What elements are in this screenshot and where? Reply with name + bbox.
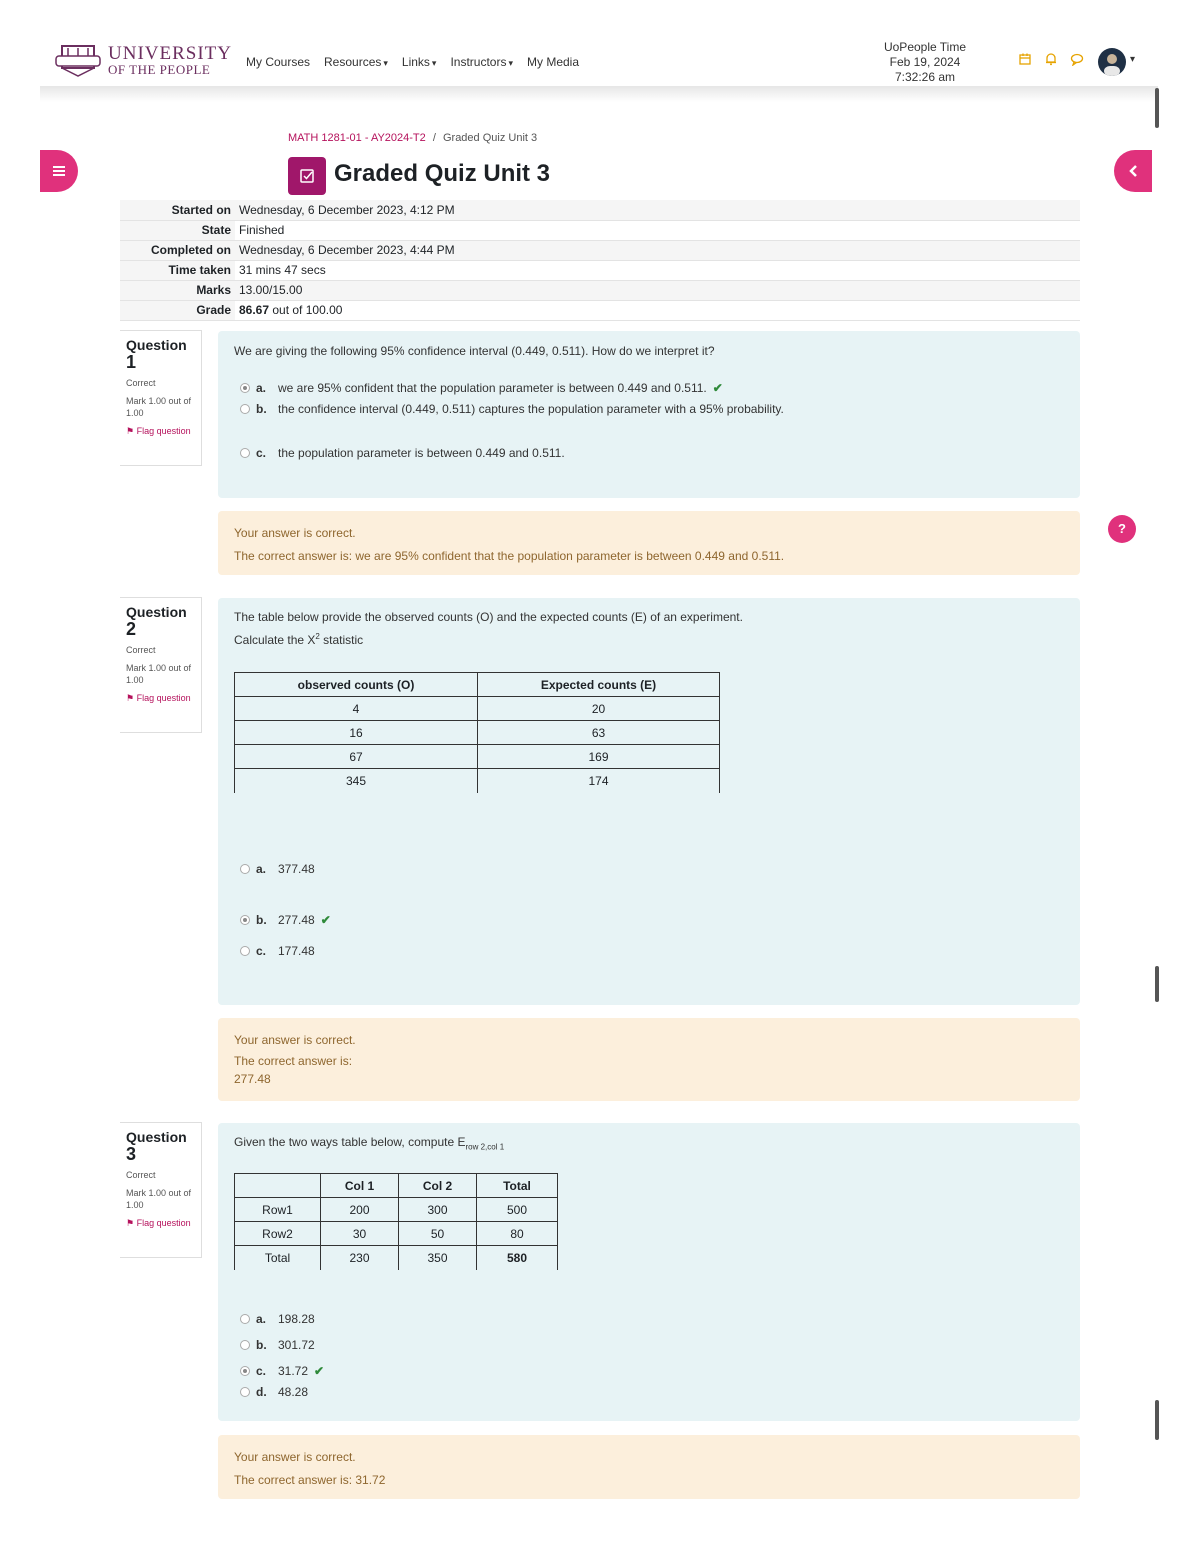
- option-text: 277.48: [278, 913, 315, 927]
- table-row: [235, 1198, 558, 1222]
- flag-icon: ⚑: [126, 693, 137, 703]
- question-mark: Mark 1.00 out of 1.00: [126, 396, 192, 418]
- superscript: 2: [315, 632, 320, 641]
- checkmark-icon: ✔: [712, 381, 723, 395]
- radio-button[interactable]: [240, 1366, 250, 1376]
- clock-time: 7:32:26 am: [894, 70, 956, 84]
- table-header: [235, 1174, 321, 1198]
- table-cell: 30: [321, 1222, 399, 1246]
- radio-button[interactable]: [240, 404, 250, 414]
- summary-row: [120, 200, 1080, 220]
- list-icon: [40, 150, 78, 192]
- flag-question-link[interactable]: [126, 692, 195, 705]
- option-letter: c.: [256, 1364, 267, 1378]
- site-logo[interactable]: [54, 42, 232, 78]
- table-cell: 16: [235, 721, 478, 745]
- summary-key: Time taken: [120, 260, 235, 280]
- feedback-3: [218, 1435, 1080, 1499]
- table-row: [235, 1222, 558, 1246]
- breadcrumb: [288, 132, 537, 144]
- flag-icon: ⚑: [126, 426, 137, 436]
- question-text: The table below provide the observed counts (O) and the expected counts (E) of an experiment.: [234, 610, 743, 624]
- table-header-row: [235, 1174, 558, 1198]
- feedback-1: [218, 511, 1080, 575]
- question-number: 2: [126, 619, 137, 639]
- table-cell: 80: [477, 1222, 558, 1246]
- feedback-result: Your answer is correct.: [234, 1450, 356, 1464]
- option-text: the population parameter is between 0.449 and 0.511.: [278, 446, 565, 460]
- table-cell: 63: [478, 721, 720, 745]
- feedback-correct-answer: 277.48: [234, 1072, 271, 1086]
- feedback-result: Your answer is correct.: [234, 526, 356, 540]
- logo-line-2: OF THE PEOPLE: [108, 62, 211, 77]
- nav-label: My Courses: [246, 55, 311, 69]
- question-heading: Question: [126, 604, 187, 620]
- flag-question-link[interactable]: [126, 425, 195, 438]
- option-letter: b.: [256, 1338, 267, 1352]
- answer-option[interactable]: [240, 862, 315, 876]
- chevron-down-icon[interactable]: ▾: [1130, 54, 1136, 65]
- summary-key: Started on: [120, 200, 235, 220]
- table-header: Expected counts (E): [478, 673, 720, 697]
- radio-button[interactable]: [240, 383, 250, 393]
- summary-value: Wednesday, 6 December 2023, 4:44 PM: [235, 240, 1080, 260]
- nav-links[interactable]: [402, 55, 437, 69]
- radio-button[interactable]: [240, 1387, 250, 1397]
- help-button[interactable]: ?: [1108, 515, 1136, 543]
- feedback-correct-answer: The correct answer is: 31.72: [234, 1473, 386, 1487]
- summary-value: Finished: [235, 220, 1080, 240]
- question-info-1: [120, 330, 202, 466]
- clock-date: Feb 19, 2024: [889, 55, 961, 69]
- option-letter: c.: [256, 446, 267, 460]
- attempt-summary-table: [120, 200, 1080, 321]
- checkmark-icon: ✔: [320, 913, 331, 927]
- question-info-3: [120, 1122, 202, 1258]
- chevron-down-icon: ▾: [508, 58, 513, 68]
- answer-option[interactable]: [240, 1385, 308, 1399]
- top-navbar: [40, 36, 1158, 88]
- option-letter: b.: [256, 402, 267, 416]
- summary-value: 31 mins 47 secs: [235, 260, 1080, 280]
- summary-value: Wednesday, 6 December 2023, 4:12 PM: [235, 200, 1080, 220]
- table-cell: Row1: [235, 1198, 321, 1222]
- radio-button[interactable]: [240, 946, 250, 956]
- scrollbar-thumb[interactable]: [1155, 1400, 1159, 1440]
- table-header: Total: [477, 1174, 558, 1198]
- table-header: Col 1: [321, 1174, 399, 1198]
- block-drawer-toggle-button[interactable]: [1114, 150, 1152, 192]
- summary-value: 13.00/15.00: [235, 280, 1080, 300]
- table-cell: 50: [399, 1222, 477, 1246]
- feedback-2: [218, 1018, 1080, 1101]
- question-status: Correct: [126, 1170, 156, 1180]
- scrollbar-thumb[interactable]: [1155, 966, 1159, 1002]
- feedback-correct-answer: The correct answer is: we are 95% confident that the population parameter is between 0.449 and 0.511.: [234, 549, 785, 563]
- nav-instructors[interactable]: [450, 55, 513, 69]
- grade-out-of: out of 100.00: [269, 303, 343, 317]
- table-cell: 4: [235, 697, 478, 721]
- table-row: [235, 769, 720, 793]
- uopeople-clock: [860, 40, 990, 85]
- question-text-line-2: [234, 632, 363, 647]
- option-letter: a.: [256, 381, 267, 395]
- bell-icon[interactable]: [1044, 52, 1058, 66]
- table-header: Col 2: [399, 1174, 477, 1198]
- answer-option[interactable]: [240, 1364, 324, 1378]
- option-letter: b.: [256, 913, 267, 927]
- question-mark: Mark 1.00 out of 1.00: [126, 663, 192, 685]
- option-text: 48.28: [278, 1385, 309, 1399]
- question-text-prefix: Given the two ways table below, compute E: [234, 1135, 466, 1149]
- checkmark-icon: ✔: [314, 1364, 325, 1378]
- question-content-3: [218, 1123, 1080, 1421]
- chevron-down-icon: ▾: [383, 58, 388, 68]
- clock-label: UoPeople Time: [883, 40, 967, 54]
- option-text: 177.48: [278, 944, 315, 958]
- nav-label: Instructors: [450, 55, 507, 69]
- chat-icon[interactable]: [1070, 52, 1084, 66]
- table-cell: 230: [321, 1246, 399, 1270]
- radio-button[interactable]: [240, 915, 250, 925]
- answer-option[interactable]: [240, 1338, 315, 1352]
- question-heading: Question: [126, 337, 187, 353]
- grade-value: 86.67: [239, 303, 270, 317]
- page-title: Graded Quiz Unit 3: [334, 160, 551, 187]
- nav-my-media[interactable]: [527, 55, 579, 69]
- table-cell: 200: [321, 1198, 399, 1222]
- radio-button[interactable]: [240, 1314, 250, 1324]
- flag-label: Flag question: [136, 1218, 191, 1228]
- radio-button[interactable]: [240, 864, 250, 874]
- breadcrumb-course-link[interactable]: MATH 1281-01 - AY2024-T2: [288, 132, 426, 144]
- question-content-2: [218, 598, 1080, 1005]
- answer-option[interactable]: [240, 944, 315, 958]
- question-number: 1: [126, 352, 137, 372]
- summary-value: [235, 300, 1080, 320]
- table-row: [235, 697, 720, 721]
- radio-button[interactable]: [240, 1340, 250, 1350]
- answer-option[interactable]: [240, 913, 331, 927]
- flag-icon: ⚑: [126, 1218, 137, 1228]
- table-row: [235, 1246, 558, 1270]
- summary-row: [120, 280, 1080, 300]
- table-cell: 345: [235, 769, 478, 793]
- question-heading: Question: [126, 1129, 187, 1145]
- table-header: observed counts (O): [235, 673, 478, 697]
- option-text: the confidence interval (0.449, 0.511) captures the population parameter with a 95% probability.: [278, 402, 784, 416]
- course-index-toggle-button[interactable]: [40, 150, 78, 192]
- main-nav: [246, 55, 579, 69]
- option-letter: a.: [256, 862, 267, 876]
- question-status: Correct: [126, 645, 156, 655]
- breadcrumb-separator: /: [432, 132, 436, 144]
- calendar-icon[interactable]: [1018, 52, 1032, 66]
- summary-key: State: [120, 220, 235, 240]
- nav-my-courses[interactable]: [246, 55, 310, 69]
- quiz-icon: [288, 157, 326, 195]
- radio-button[interactable]: [240, 448, 250, 458]
- answer-option[interactable]: [240, 381, 723, 395]
- option-text: 198.28: [278, 1312, 315, 1326]
- answer-option[interactable]: [240, 1312, 315, 1326]
- question-mark: Mark 1.00 out of 1.00: [126, 1188, 192, 1210]
- navbar-shadow: [40, 86, 1158, 102]
- summary-row: [120, 240, 1080, 260]
- breadcrumb-current: Graded Quiz Unit 3: [442, 132, 538, 144]
- flag-label: Flag question: [136, 426, 191, 436]
- table-cell: Total: [235, 1246, 321, 1270]
- flag-question-link[interactable]: [126, 1217, 195, 1230]
- nav-label: My Media: [527, 55, 580, 69]
- question-status: Correct: [126, 378, 156, 388]
- nav-label: Links: [401, 55, 430, 69]
- option-text: 377.48: [278, 862, 315, 876]
- table-cell: 20: [478, 697, 720, 721]
- question-content-1: [218, 331, 1080, 498]
- option-text: 31.72: [278, 1364, 309, 1378]
- question-info-2: [120, 597, 202, 733]
- summary-row: [120, 260, 1080, 280]
- table-row: [235, 745, 720, 769]
- feedback-result: Your answer is correct.: [234, 1033, 356, 1047]
- chevron-down-icon: ▾: [431, 58, 437, 68]
- scrollbar-thumb[interactable]: [1155, 88, 1159, 128]
- summary-row: [120, 300, 1080, 320]
- two-way-table: [234, 1173, 558, 1270]
- table-cell: 580: [477, 1246, 558, 1270]
- chevron-left-icon: [1114, 150, 1152, 192]
- table-cell: 300: [399, 1198, 477, 1222]
- summary-key: Completed on: [120, 240, 235, 260]
- answer-option[interactable]: [240, 446, 565, 460]
- question-text-prefix: Calculate the X: [234, 633, 316, 647]
- nav-resources[interactable]: [324, 55, 388, 69]
- crest-icon: [54, 42, 102, 78]
- question-text-suffix: statistic: [319, 633, 364, 647]
- table-cell: Row2: [235, 1222, 321, 1246]
- answer-option[interactable]: [240, 402, 784, 416]
- option-letter: a.: [256, 1312, 267, 1326]
- nav-label: Resources: [324, 55, 382, 69]
- question-number: 3: [126, 1144, 137, 1164]
- table-cell: 500: [477, 1198, 558, 1222]
- option-letter: c.: [256, 944, 267, 958]
- summary-key: Marks: [120, 280, 235, 300]
- user-avatar[interactable]: [1098, 48, 1126, 76]
- option-letter: d.: [256, 1385, 267, 1399]
- summary-key: Grade: [120, 300, 235, 320]
- table-cell: 169: [478, 745, 720, 769]
- table-cell: 67: [235, 745, 478, 769]
- counts-table: [234, 672, 720, 793]
- option-text: 301.72: [278, 1338, 315, 1352]
- table-cell: 174: [478, 769, 720, 793]
- question-text: [234, 1135, 504, 1151]
- option-text: we are 95% confident that the population parameter is between 0.449 and 0.511.: [278, 381, 707, 395]
- flag-label: Flag question: [136, 693, 191, 703]
- table-header-row: [235, 673, 720, 697]
- subscript: row 2,col 1: [465, 1142, 505, 1152]
- table-cell: 350: [399, 1246, 477, 1270]
- feedback-correct-answer-label: The correct answer is:: [234, 1054, 353, 1068]
- summary-row: [120, 220, 1080, 240]
- logo-line-1: UNIVERSITY: [108, 43, 232, 64]
- table-row: [235, 721, 720, 745]
- question-text: We are giving the following 95% confidence interval (0.449, 0.511). How do we interpret it?: [234, 344, 715, 358]
